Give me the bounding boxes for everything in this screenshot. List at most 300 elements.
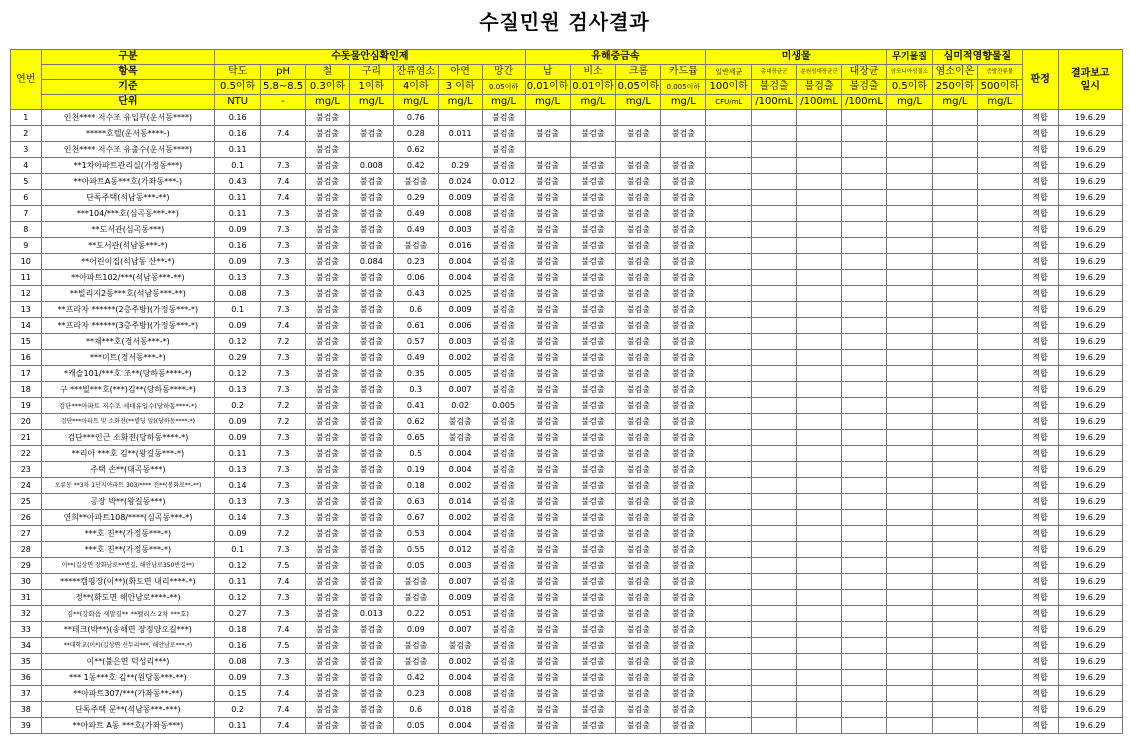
row-value: 불검출 — [438, 430, 482, 446]
row-value — [887, 222, 933, 238]
row-value — [752, 718, 797, 734]
row-value: 불검출 — [661, 302, 706, 318]
row-value: 7.2 — [261, 526, 306, 542]
row-value: 불검출 — [482, 270, 525, 286]
row-value — [932, 686, 977, 702]
row-value: 0.62 — [393, 142, 438, 158]
row-report-date: 19.6.29 — [1058, 510, 1122, 526]
row-value: 0.024 — [438, 174, 482, 190]
row-serial: 11 — [11, 270, 42, 286]
row-value: 0.002 — [438, 350, 482, 366]
row-value — [932, 606, 977, 622]
row-value: 불검출 — [616, 206, 661, 222]
row-value: 불검출 — [393, 638, 438, 654]
row-value: 0.2 — [215, 702, 261, 718]
row-value — [797, 222, 842, 238]
row-value: 0.09 — [215, 254, 261, 270]
table-row — [11, 414, 1123, 430]
row-serial: 30 — [11, 574, 42, 590]
row-value — [977, 574, 1022, 590]
row-location: *캐슬101/***호 조**(당하동****-*) — [41, 366, 215, 382]
header-standard-8: 0.01이하 — [570, 80, 616, 95]
header-unit-14: /100mL — [842, 95, 887, 110]
table-row — [11, 542, 1123, 558]
row-value: 7.3 — [261, 478, 306, 494]
row-value — [752, 222, 797, 238]
row-value: 0.2 — [215, 398, 261, 414]
row-value — [977, 222, 1022, 238]
row-value — [797, 686, 842, 702]
row-value: 불검출 — [661, 526, 706, 542]
row-location: 연희**아파트108/****(심곡동***-*) — [41, 510, 215, 526]
row-value — [842, 462, 887, 478]
row-value: 불검출 — [306, 686, 350, 702]
row-report-date: 19.6.29 — [1058, 670, 1122, 686]
row-value — [932, 718, 977, 734]
row-value: 불검출 — [525, 398, 570, 414]
row-value: 불검출 — [306, 718, 350, 734]
row-value: 불검출 — [661, 318, 706, 334]
row-value: 불검출 — [661, 510, 706, 526]
row-value: 불검출 — [616, 430, 661, 446]
row-value: 불검출 — [570, 670, 616, 686]
row-value: 불검출 — [482, 574, 525, 590]
row-value: 불검출 — [525, 174, 570, 190]
row-value — [797, 270, 842, 286]
header-unit-9: mg/L — [616, 95, 661, 110]
row-value: 불검출 — [616, 286, 661, 302]
row-value: 불검출 — [349, 430, 393, 446]
row-value — [842, 110, 887, 126]
row-value — [797, 638, 842, 654]
row-value — [977, 206, 1022, 222]
row-value — [842, 558, 887, 574]
row-value: 불검출 — [482, 382, 525, 398]
row-value: 불검출 — [306, 334, 350, 350]
row-value — [977, 158, 1022, 174]
row-judgement: 적합 — [1022, 462, 1058, 478]
row-value: 불검출 — [525, 590, 570, 606]
row-value — [842, 478, 887, 494]
row-serial: 12 — [11, 286, 42, 302]
row-value — [932, 478, 977, 494]
row-value: 불검출 — [616, 446, 661, 462]
header-item-4: 잔류염소 — [393, 65, 438, 80]
row-value: 불검출 — [482, 542, 525, 558]
row-value: 불검출 — [616, 542, 661, 558]
row-value: 0.1 — [215, 158, 261, 174]
row-value — [842, 446, 887, 462]
row-value — [932, 654, 977, 670]
row-value: 불검출 — [570, 606, 616, 622]
header-item-11: 일반세균 — [706, 65, 752, 80]
row-value: 7.3 — [261, 238, 306, 254]
row-value: 불검출 — [661, 590, 706, 606]
row-location: 인천**** 저수조 유출수(운서동****) — [41, 142, 215, 158]
row-report-date: 19.6.29 — [1058, 206, 1122, 222]
row-value — [752, 190, 797, 206]
row-value — [977, 654, 1022, 670]
row-value: 0.008 — [438, 206, 482, 222]
row-value: 불검출 — [482, 638, 525, 654]
row-value — [977, 334, 1022, 350]
row-value — [932, 158, 977, 174]
row-value: 불검출 — [525, 318, 570, 334]
row-value: 7.3 — [261, 158, 306, 174]
row-serial: 17 — [11, 366, 42, 382]
row-value — [842, 638, 887, 654]
row-value: 0.1 — [215, 302, 261, 318]
row-report-date: 19.6.29 — [1058, 318, 1122, 334]
row-value: 불검출 — [349, 414, 393, 430]
row-value: 7.5 — [261, 638, 306, 654]
row-value: 불검출 — [616, 510, 661, 526]
row-value: 불검출 — [616, 718, 661, 734]
row-value — [977, 510, 1022, 526]
row-value: 0.76 — [393, 110, 438, 126]
row-value — [887, 334, 933, 350]
row-value: 불검출 — [349, 302, 393, 318]
row-value: 0.29 — [438, 158, 482, 174]
row-value: 불검출 — [306, 238, 350, 254]
row-value — [752, 398, 797, 414]
row-value — [616, 110, 661, 126]
row-value: 0.012 — [438, 542, 482, 558]
row-value: 0.011 — [438, 126, 482, 142]
row-value: 불검출 — [570, 158, 616, 174]
row-report-date: 19.6.29 — [1058, 622, 1122, 638]
row-value — [887, 174, 933, 190]
row-value: 불검출 — [349, 638, 393, 654]
row-report-date: 19.6.29 — [1058, 430, 1122, 446]
row-value: 0.3 — [393, 382, 438, 398]
row-judgement: 적합 — [1022, 238, 1058, 254]
row-value — [706, 542, 752, 558]
row-report-date: 19.6.29 — [1058, 238, 1122, 254]
row-value — [842, 222, 887, 238]
row-value — [977, 398, 1022, 414]
row-value — [887, 414, 933, 430]
results-table — [10, 49, 1123, 734]
row-value: 불검출 — [570, 414, 616, 430]
row-value: 0.29 — [215, 350, 261, 366]
row-value: 0.09 — [215, 414, 261, 430]
row-value — [887, 446, 933, 462]
row-value: 불검출 — [525, 574, 570, 590]
row-value — [842, 286, 887, 302]
header-item-6: 망간 — [482, 65, 525, 80]
row-value: 0.61 — [393, 318, 438, 334]
row-value — [797, 430, 842, 446]
header-group-aesthetic: 심미적영향물질 — [932, 50, 1022, 65]
row-value: 불검출 — [349, 590, 393, 606]
row-value: 불검출 — [570, 206, 616, 222]
row-value — [797, 254, 842, 270]
row-value — [797, 414, 842, 430]
row-value: 불검출 — [661, 254, 706, 270]
row-value — [842, 334, 887, 350]
row-value — [932, 270, 977, 286]
row-report-date: 19.6.29 — [1058, 638, 1122, 654]
row-serial: 21 — [11, 430, 42, 446]
row-judgement: 적합 — [1022, 350, 1058, 366]
row-judgement: 적합 — [1022, 702, 1058, 718]
row-value: 불검출 — [349, 462, 393, 478]
row-serial: 8 — [11, 222, 42, 238]
row-value — [932, 206, 977, 222]
row-report-date: 19.6.29 — [1058, 526, 1122, 542]
row-report-date: 19.6.29 — [1058, 558, 1122, 574]
row-value: 0.003 — [438, 558, 482, 574]
header-gubun: 구분 — [41, 50, 215, 65]
row-value — [842, 542, 887, 558]
row-judgement: 적합 — [1022, 158, 1058, 174]
row-value: 불검출 — [616, 526, 661, 542]
row-location: **어린이집(석남동 산**-*) — [41, 254, 215, 270]
row-value — [932, 398, 977, 414]
row-value: 불검출 — [661, 286, 706, 302]
row-judgement: 적합 — [1022, 254, 1058, 270]
row-value: 불검출 — [349, 510, 393, 526]
row-value — [842, 526, 887, 542]
row-value — [842, 190, 887, 206]
row-value: 불검출 — [570, 334, 616, 350]
row-value: 불검출 — [570, 638, 616, 654]
row-value: 0.29 — [393, 190, 438, 206]
row-value: 불검출 — [349, 654, 393, 670]
row-value — [706, 590, 752, 606]
row-value: 불검출 — [482, 190, 525, 206]
row-value — [438, 142, 482, 158]
row-value — [752, 654, 797, 670]
row-value: 7.3 — [261, 366, 306, 382]
row-judgement: 적합 — [1022, 206, 1058, 222]
row-value: 0.005 — [482, 398, 525, 414]
row-location: **프라자 ******(3층주방)(가정동***-*) — [41, 318, 215, 334]
row-value — [932, 366, 977, 382]
row-value: 0.49 — [393, 206, 438, 222]
row-value: 불검출 — [570, 238, 616, 254]
row-judgement: 적합 — [1022, 638, 1058, 654]
row-value: 불검출 — [525, 238, 570, 254]
row-value: 불검출 — [349, 222, 393, 238]
row-location: **프라자 ******(2층주방)(가정동***-*) — [41, 302, 215, 318]
row-value — [706, 254, 752, 270]
row-value: 불검출 — [482, 446, 525, 462]
row-serial: 34 — [11, 638, 42, 654]
table-row — [11, 334, 1123, 350]
row-value: 불검출 — [661, 654, 706, 670]
row-value — [797, 110, 842, 126]
row-value — [261, 142, 306, 158]
row-value — [706, 654, 752, 670]
row-value: 0.15 — [215, 686, 261, 702]
row-serial: 29 — [11, 558, 42, 574]
row-value: 0.005 — [438, 366, 482, 382]
row-value: 불검출 — [349, 334, 393, 350]
row-value: 불검출 — [482, 286, 525, 302]
row-value: 0.49 — [393, 222, 438, 238]
row-value: 불검출 — [525, 206, 570, 222]
row-value — [752, 334, 797, 350]
row-value: 7.3 — [261, 382, 306, 398]
row-value — [842, 574, 887, 590]
row-value: 0.16 — [215, 238, 261, 254]
row-value — [842, 590, 887, 606]
table-row — [11, 718, 1123, 734]
row-value: 7.4 — [261, 702, 306, 718]
row-value: 7.4 — [261, 174, 306, 190]
row-value: 0.012 — [482, 174, 525, 190]
row-value — [797, 558, 842, 574]
row-value: 0.42 — [393, 670, 438, 686]
row-value: 불검출 — [306, 142, 350, 158]
row-serial: 15 — [11, 334, 42, 350]
row-value — [932, 238, 977, 254]
row-value — [977, 366, 1022, 382]
row-value — [349, 110, 393, 126]
row-value: 불검출 — [525, 606, 570, 622]
row-value: 불검출 — [661, 622, 706, 638]
row-value: 0.025 — [438, 286, 482, 302]
table-row — [11, 270, 1123, 286]
header-item-2: 철 — [306, 65, 350, 80]
row-value — [797, 494, 842, 510]
row-judgement: 적합 — [1022, 542, 1058, 558]
row-value — [887, 558, 933, 574]
row-value — [706, 686, 752, 702]
row-value: 0.13 — [215, 270, 261, 286]
row-value: 0.009 — [438, 590, 482, 606]
row-value — [932, 542, 977, 558]
row-value: 불검출 — [661, 478, 706, 494]
row-value — [706, 638, 752, 654]
row-value: 불검출 — [616, 318, 661, 334]
row-value: 0.11 — [215, 718, 261, 734]
row-value: 0.53 — [393, 526, 438, 542]
row-value — [887, 158, 933, 174]
row-value: 불검출 — [525, 270, 570, 286]
table-row — [11, 526, 1123, 542]
row-value — [932, 318, 977, 334]
row-value: 불검출 — [306, 366, 350, 382]
row-value: 7.3 — [261, 494, 306, 510]
row-value — [261, 110, 306, 126]
row-value — [887, 462, 933, 478]
table-row — [11, 110, 1123, 126]
row-value — [706, 270, 752, 286]
row-value — [842, 270, 887, 286]
row-value — [887, 510, 933, 526]
header-group-metals: 유해중금속 — [525, 50, 706, 65]
table-row — [11, 206, 1123, 222]
row-value — [887, 638, 933, 654]
row-serial: 22 — [11, 446, 42, 462]
row-value — [797, 142, 842, 158]
header-standard-14: 불검출 — [842, 80, 887, 95]
row-value: 0.09 — [215, 318, 261, 334]
row-value: 0.004 — [438, 270, 482, 286]
header-unit-17: mg/L — [977, 95, 1022, 110]
row-value: 불검출 — [525, 430, 570, 446]
row-value: 불검출 — [661, 174, 706, 190]
row-value: 0.13 — [215, 462, 261, 478]
row-value: 불검출 — [306, 446, 350, 462]
row-value — [752, 558, 797, 574]
row-value: 0.006 — [438, 318, 482, 334]
header-standard-0: 0.5이하 — [215, 80, 261, 95]
row-value — [887, 702, 933, 718]
row-report-date: 19.6.29 — [1058, 110, 1122, 126]
row-value: 불검출 — [525, 382, 570, 398]
row-serial: 1 — [11, 110, 42, 126]
row-serial: 32 — [11, 606, 42, 622]
row-value: 불검출 — [306, 494, 350, 510]
row-value: 불검출 — [306, 286, 350, 302]
header-unit-12: /100mL — [752, 95, 797, 110]
row-value — [797, 654, 842, 670]
table-row — [11, 446, 1123, 462]
row-serial: 38 — [11, 702, 42, 718]
row-value: 불검출 — [349, 542, 393, 558]
row-value: 불검출 — [616, 558, 661, 574]
row-value: 불검출 — [482, 670, 525, 686]
row-value — [706, 494, 752, 510]
row-value: 불검출 — [349, 206, 393, 222]
header-danwi: 단위 — [41, 95, 215, 110]
header-serial: 연번 — [11, 50, 42, 110]
row-value — [706, 430, 752, 446]
row-value — [797, 126, 842, 142]
row-value: 7.4 — [261, 622, 306, 638]
row-value — [706, 142, 752, 158]
row-value: 0.28 — [393, 126, 438, 142]
row-value — [752, 526, 797, 542]
row-value: 불검출 — [349, 398, 393, 414]
row-value: 불검출 — [661, 494, 706, 510]
row-value: 불검출 — [525, 302, 570, 318]
row-value — [932, 254, 977, 270]
row-location: ***104/***호(심곡동***-**) — [41, 206, 215, 222]
row-value: 불검출 — [482, 366, 525, 382]
row-value — [752, 494, 797, 510]
row-value: 0.65 — [393, 430, 438, 446]
row-value — [842, 414, 887, 430]
row-value: 불검출 — [661, 334, 706, 350]
row-serial: 14 — [11, 318, 42, 334]
row-value: 불검출 — [482, 606, 525, 622]
header-item-12: 총대장균군 — [752, 65, 797, 80]
header-hangmok: 항목 — [41, 65, 215, 80]
row-value: 7.3 — [261, 430, 306, 446]
row-value: 0.06 — [393, 270, 438, 286]
row-location: 이**(길상면 장화남로**번길, 해안남로350번길**) — [41, 558, 215, 574]
row-value — [932, 702, 977, 718]
row-value: 불검출 — [349, 382, 393, 398]
row-value — [887, 254, 933, 270]
row-value: 7.5 — [261, 558, 306, 574]
row-value — [887, 318, 933, 334]
row-value — [706, 670, 752, 686]
header-item-7: 납 — [525, 65, 570, 80]
row-value — [706, 302, 752, 318]
row-value: 0.11 — [215, 574, 261, 590]
row-value: 0.002 — [438, 478, 482, 494]
row-value: 0.19 — [393, 462, 438, 478]
header-standard-12: 불검출 — [752, 80, 797, 95]
header-item-16: 염소이온 — [932, 65, 977, 80]
row-value: 불검출 — [525, 462, 570, 478]
